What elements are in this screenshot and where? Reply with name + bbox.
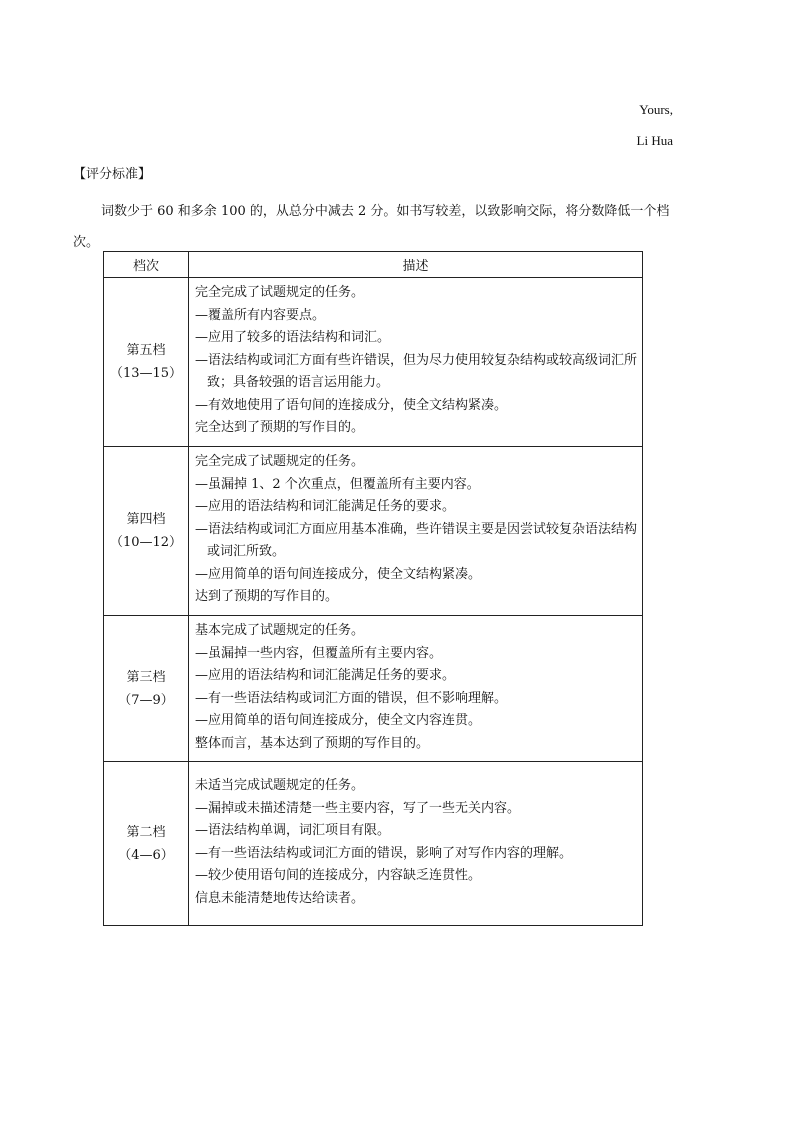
description-line: —应用简单的语句间连接成分，使全文结构紧凑。 bbox=[195, 566, 482, 582]
signature-name: Li Hua bbox=[636, 133, 673, 148]
table-header-row bbox=[104, 252, 643, 278]
description-line: 达到了预期的写作目的。 bbox=[195, 589, 339, 605]
table-row bbox=[104, 616, 643, 762]
description-line: 整体而言，基本达到了预期的写作目的。 bbox=[195, 735, 430, 751]
level-range: （10—12） bbox=[109, 535, 183, 550]
description-line: —应用的语法结构和词汇能满足任务的要求。 bbox=[195, 499, 456, 515]
level-cell bbox=[104, 616, 189, 762]
description-cell bbox=[189, 762, 643, 926]
description-line: —应用的语法结构和词汇能满足任务的要求。 bbox=[195, 668, 456, 683]
description-line: 基本完成了试题规定的任务。 bbox=[195, 623, 365, 638]
description-line: 完全达到了预期的写作目的。 bbox=[195, 420, 365, 436]
level-range: （4—6） bbox=[118, 847, 174, 863]
header-level: 档次 bbox=[104, 252, 189, 278]
description-line: —语法结构或词汇方面有些许错误，但为尽力使用较复杂结构或较高级词汇所致；具备较强的语言运用能力。 bbox=[195, 352, 638, 391]
level-label: 第五档 bbox=[126, 343, 166, 358]
level-cell bbox=[104, 762, 189, 926]
closing-salutation: Yours, bbox=[639, 102, 673, 117]
level-range: （7—9） bbox=[118, 692, 174, 708]
description-line: —有效地使用了语句间的连接成分，使全文结构紧凑。 bbox=[195, 397, 508, 413]
level-cell bbox=[104, 278, 189, 447]
intro-paragraph: 词数少于 60 和多余 100 的，从总分中减去 2 分。如书写较差，以致影响交际，将分数降低一个档次。 bbox=[73, 204, 670, 250]
level-label: 第三档 bbox=[126, 669, 166, 685]
description-line: —覆盖所有内容要点。 bbox=[195, 307, 326, 323]
description-line: —虽漏掉 1、2 个次重点，但覆盖所有主要内容。 bbox=[195, 476, 480, 492]
table-row bbox=[104, 762, 643, 926]
description-line: 信息未能清楚地传达给读者。 bbox=[195, 890, 365, 906]
table-row bbox=[104, 447, 643, 616]
level-label: 第四档 bbox=[126, 512, 166, 527]
description-line: 未适当完成试题规定的任务。 bbox=[195, 778, 365, 793]
description-cell bbox=[189, 278, 643, 447]
description-line: —有一些语法结构或词汇方面的错误，影响了对写作内容的理解。 bbox=[195, 845, 573, 861]
description-line: —应用简单的语句间连接成分，使全文内容连贯。 bbox=[195, 713, 482, 728]
description-line: —应用了较多的语法结构和词汇。 bbox=[195, 330, 391, 346]
rubric-table bbox=[103, 251, 643, 926]
level-cell bbox=[104, 447, 189, 616]
description-line: 完全完成了试题规定的任务。 bbox=[195, 454, 365, 470]
level-range: （13—15） bbox=[109, 366, 183, 381]
level-label: 第二档 bbox=[126, 824, 166, 840]
description-line: —语法结构单调，词汇项目有限。 bbox=[195, 823, 391, 838]
description-line: —漏掉或未描述清楚一些主要内容，写了一些无关内容。 bbox=[195, 800, 521, 816]
table-row bbox=[104, 278, 643, 447]
description-cell bbox=[189, 447, 643, 616]
description-cell bbox=[189, 616, 643, 762]
description-line: 完全完成了试题规定的任务。 bbox=[195, 285, 365, 301]
description-line: —较少使用语句间的连接成分，内容缺乏连贯性。 bbox=[195, 868, 482, 883]
header-description: 描述 bbox=[189, 252, 643, 278]
description-line: —语法结构或词汇方面应用基本准确，些许错误主要是因尝试较复杂语法结构或词汇所致。 bbox=[195, 521, 638, 560]
description-line: —虽漏掉一些内容，但覆盖所有主要内容。 bbox=[195, 645, 443, 661]
description-line: —有一些语法结构或词汇方面的错误，但不影响理解。 bbox=[195, 690, 508, 706]
section-title: 【评分标准】 bbox=[73, 167, 152, 182]
